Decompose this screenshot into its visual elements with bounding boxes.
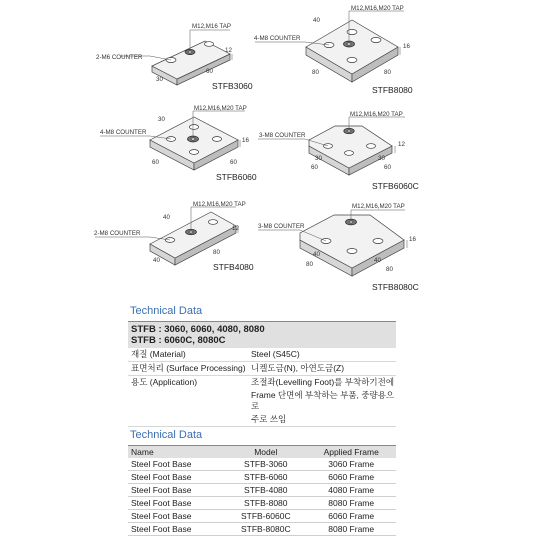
spec-row bbox=[128, 376, 396, 389]
cell-applied-frame: 3060 Frame bbox=[306, 458, 396, 471]
drawing-stfb6060 bbox=[100, 105, 257, 182]
stfb8080-dim-a: 40 bbox=[313, 17, 320, 24]
stfb3060-tap-label: M12,M16 TAP bbox=[192, 23, 231, 30]
stfb6060c-dim-d: 30 bbox=[378, 155, 385, 162]
stfb8080c-tap-label: M12,M16,M20 TAP bbox=[352, 203, 405, 210]
table-row bbox=[128, 484, 396, 497]
stfb6060c-dim-c: 60 bbox=[311, 164, 318, 171]
stfb4080-dim-a: 40 bbox=[163, 214, 170, 221]
table-row bbox=[128, 471, 396, 484]
spec-header bbox=[128, 321, 396, 348]
cell-model: STFB-6060C bbox=[225, 510, 306, 523]
stfb4080-dim-c: 40 bbox=[153, 257, 160, 264]
tech-data-title-2: Technical Data bbox=[130, 429, 203, 441]
cell-model: STFB-4080 bbox=[225, 484, 306, 497]
stfb6060-model-label: STFB6060 bbox=[216, 172, 257, 182]
stfb3060-counter-label: 2-M6 COUNTER bbox=[96, 54, 143, 61]
stfb3060-model-label: STFB3060 bbox=[212, 81, 253, 91]
spec-key bbox=[128, 390, 251, 412]
stfb6060c-counter-label: 3-M8 COUNTER bbox=[259, 132, 306, 139]
cell-applied-frame: 8080 Frame bbox=[306, 497, 396, 510]
stfb6060-dim-c: 60 bbox=[152, 159, 159, 166]
spec-value: 조절좌(Levelling Foot)를 부착하기전에 bbox=[251, 377, 395, 387]
stfb6060-dim-a: 30 bbox=[158, 116, 165, 123]
cell-applied-frame: 8080 Frame bbox=[306, 523, 396, 536]
spec-header-line-1: STFB : 3060, 6060, 4080, 8080 bbox=[131, 324, 265, 335]
stfb8080c-dim-b: 40 bbox=[313, 251, 320, 258]
spec-key bbox=[128, 414, 251, 425]
drawing-stfb4080 bbox=[94, 201, 254, 272]
model-table bbox=[128, 445, 396, 536]
stfb8080c-model-label: STFB8080C bbox=[372, 282, 419, 292]
spec-row bbox=[128, 348, 396, 362]
column-header-name: Name bbox=[128, 446, 225, 459]
cell-model: STFB-8080 bbox=[225, 497, 306, 510]
tech-data-title-1: Technical Data bbox=[130, 305, 203, 317]
cell-name: Steel Foot Base bbox=[128, 497, 225, 510]
table-row bbox=[128, 510, 396, 523]
stfb8080c-counter-label: 3-M8 COUNTER bbox=[258, 223, 305, 230]
cell-model: STFB-3060 bbox=[225, 458, 306, 471]
stfb6060c-dim-a: 12 bbox=[398, 141, 405, 148]
stfb6060-tap-label: M12,M16,M20 TAP bbox=[194, 105, 247, 112]
stfb3060-dim-a: 30 bbox=[156, 76, 163, 83]
column-header-applied-frame: Applied Frame bbox=[306, 446, 396, 459]
cell-model: STFB-6060 bbox=[225, 471, 306, 484]
table-row bbox=[128, 497, 396, 510]
spec-row bbox=[128, 389, 396, 413]
stfb4080-counter-label: 2-M8 COUNTER bbox=[94, 230, 141, 237]
cell-name: Steel Foot Base bbox=[128, 510, 225, 523]
stfb6060-dim-d: 60 bbox=[230, 159, 237, 166]
stfb6060c-dim-e: 60 bbox=[384, 164, 391, 171]
stfb6060c-model-label: STFB6060C bbox=[372, 181, 419, 191]
spec-value: Frame 단면에 부착하는 부품, 중량용으로 bbox=[251, 390, 395, 411]
stfb6060c-dim-b: 30 bbox=[315, 155, 322, 162]
stfb8080-dim-d: 80 bbox=[384, 69, 391, 76]
spec-value: Steel (S45C) bbox=[251, 349, 300, 359]
cell-name: Steel Foot Base bbox=[128, 458, 225, 471]
drawing-stfb8080 bbox=[254, 5, 413, 95]
stfb6060-dim-b: 16 bbox=[242, 137, 249, 144]
stfb8080c-dim-a: 16 bbox=[409, 236, 416, 243]
spec-header-line-2: STFB : 6060C, 8080C bbox=[131, 335, 226, 346]
cell-name: Steel Foot Base bbox=[128, 484, 225, 497]
stfb6060c-tap-label: M12,M16,M20 TAP bbox=[350, 111, 403, 118]
drawing-stfb6060c bbox=[258, 111, 419, 191]
stfb8080-dim-b: 16 bbox=[403, 43, 410, 50]
stfb3060-dim-b: 12 bbox=[225, 47, 232, 54]
stfb4080-tap-label: M12,M16,M20 TAP bbox=[193, 201, 246, 208]
stfb3060-dim-c: 60 bbox=[206, 68, 213, 75]
stfb8080-dim-c: 80 bbox=[312, 69, 319, 76]
spec-row bbox=[128, 413, 396, 427]
spec-key: 용도 (Application) bbox=[131, 377, 198, 387]
stfb8080-model-label: STFB8080 bbox=[372, 85, 413, 95]
cell-applied-frame: 6060 Frame bbox=[306, 510, 396, 523]
stfb4080-dim-d: 80 bbox=[213, 249, 220, 256]
table-row bbox=[128, 458, 396, 471]
stfb8080c-dim-d: 40 bbox=[374, 257, 381, 264]
drawing-stfb8080c bbox=[258, 203, 419, 292]
spec-table bbox=[128, 321, 396, 427]
cell-applied-frame: 6060 Frame bbox=[306, 471, 396, 484]
stfb8080-tap-label: M12,M16,M20 TAP bbox=[351, 5, 404, 12]
stfb8080-counter-label: 4-M8 COUNTER bbox=[254, 35, 301, 42]
spec-value: 니켈도금(N), 아연도금(Z) bbox=[251, 363, 345, 373]
table-row bbox=[128, 523, 396, 536]
cell-name: Steel Foot Base bbox=[128, 523, 225, 536]
stfb8080c-dim-c: 80 bbox=[306, 261, 313, 268]
stfb6060-counter-label: 4-M8 COUNTER bbox=[100, 129, 147, 136]
model-table-header bbox=[128, 446, 396, 459]
cell-name: Steel Foot Base bbox=[128, 471, 225, 484]
stfb4080-dim-b: 12 bbox=[232, 225, 239, 232]
spec-value: 주로 쓰임 bbox=[251, 414, 287, 424]
cell-applied-frame: 4080 Frame bbox=[306, 484, 396, 497]
cell-model: STFB-8080C bbox=[225, 523, 306, 536]
column-header-model: Model bbox=[225, 446, 306, 459]
stfb4080-model-label: STFB4080 bbox=[213, 262, 254, 272]
spec-key: 표면처리 (Surface Processing) bbox=[131, 363, 246, 373]
spec-row bbox=[128, 362, 396, 376]
spec-key: 재질 (Material) bbox=[131, 349, 186, 359]
drawing-stfb3060 bbox=[96, 23, 253, 91]
stfb8080c-dim-e: 80 bbox=[386, 266, 393, 273]
